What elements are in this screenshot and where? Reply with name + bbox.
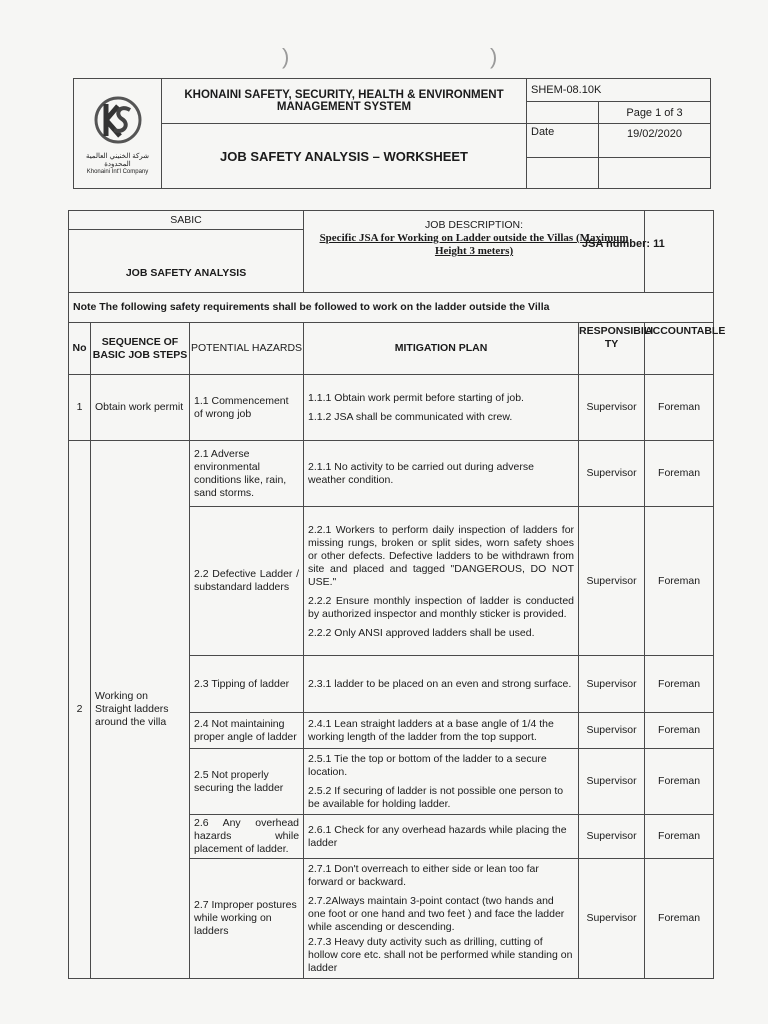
responsibility: Supervisor [579,859,645,979]
responsibility: Supervisor [579,441,645,507]
hazard: 2.3 Tipping of ladder [190,656,304,713]
mitigation-item: 2.3.1 ladder to be placed on an even and strong surface. [308,678,572,690]
col-header-responsibility: RESPONSIBILI TY [579,323,645,375]
date-value: 19/02/2020 [599,124,711,158]
mitigation-item: 1.1.2 JSA shall be communicated with crew. [308,411,513,423]
mitigation-item: 2.2.2 Only ANSI approved ladders shall be used. [308,626,535,639]
logo-english-text: Khonaini Int'l Company [86,168,149,175]
org-name [162,79,527,124]
responsibility: Supervisor [579,656,645,713]
accountable: Foreman [645,441,714,507]
khonaini-logo-icon [90,92,146,148]
responsibility: Supervisor [579,375,645,441]
col-header-hazards: POTENTIAL HAZARDS [190,323,304,375]
mitigation-item: 2.6.1 Check for any overhead hazards while placing the ladder [308,824,567,849]
document-header [73,78,711,189]
responsibility: Supervisor [579,815,645,859]
mitigation [304,375,579,441]
mitigation [304,815,579,859]
jsa-heading: JOB SAFETY ANALYSIS [69,230,304,293]
table-row [69,441,714,507]
mitigation [304,713,579,749]
mitigation [304,441,579,507]
mitigation [304,749,579,815]
doc-code: SHEM-08.10K [527,79,711,102]
mitigation [304,656,579,713]
doc-title: JOB SAFETY ANALYSIS – WORKSHEET [162,124,527,189]
logo-arabic-text: شركة الخنيني العالمية المحدودة [85,152,150,168]
client-name: SABIC [69,211,304,230]
jsa-number [645,211,714,293]
mitigation [304,507,579,656]
accountable: Foreman [645,859,714,979]
mitigation-item: 2.7.2Always maintain 3-point contact (two hands and one foot or one hand and two feet ) and face the ladder while ascending or descending. [308,895,565,933]
col-header-accountable: ACCOUNTABLE [645,323,714,375]
hazard: 2.2 Defective Ladder / substandard ladders [190,507,304,656]
jsa-number-text: JSA number: 11 [582,238,665,250]
hazard: 1.1 Commencement of wrong job [190,375,304,441]
accountable: Foreman [645,815,714,859]
hazard: 2.4 Not maintaining proper angle of ladder [190,713,304,749]
mitigation [304,859,579,979]
scan-mark: ) [490,44,498,69]
hazard: 2.1 Adverse environmental conditions like, rain, sand storms. [190,441,304,507]
safety-note: Note The following safety requirements shall be followed to work on the ladder outside the Villa [69,293,714,323]
date-label: Date [527,124,599,158]
responsibility: Supervisor [579,749,645,815]
job-description-text: Specific JSA for Working on Ladder outside the Villas (Maximum Height 3 meters) [319,232,629,257]
hazard: 2.6 Any overhead hazards while placement of ladder. [190,815,304,859]
mitigation-item: 2.5.1 Tie the top or bottom of the ladder to a secure location. [308,753,547,778]
org-name-line2: MANAGEMENT SYSTEM [276,101,412,113]
mitigation-item: 1.1.1 Obtain work permit before starting of job. [308,392,524,404]
col-header-no: No [69,323,91,375]
mitigation-item: 2.7.3 Heavy duty activity such as drilling, cutting of hollow core etc. shall not be performed while standing on ladder [308,936,573,974]
job-step: Obtain work permit [91,375,190,441]
responsibility: Supervisor [579,507,645,656]
org-name-line1: KHONAINI SAFETY, SECURITY, HEALTH & ENVIRONMENT [184,89,504,101]
mitigation-item: 2.7.1 Don't overreach to either side or lean too far forward or backward. [308,863,539,888]
hazard: 2.5 Not properly securing the ladder [190,749,304,815]
company-logo [74,79,162,189]
col-header-mitigation: MITIGATION PLAN [304,323,579,375]
accountable: Foreman [645,713,714,749]
row-number: 2 [69,441,91,979]
accountable: Foreman [645,375,714,441]
job-step: Working on Straight ladders around the villa [91,441,190,979]
table-row [69,375,714,441]
scan-mark: ) [282,44,290,69]
row-number: 1 [69,375,91,441]
mitigation-item: 2.1.1 No activity to be carried out during adverse weather condition. [308,461,534,486]
mitigation-item: 2.4.1 Lean straight ladders at a base angle of 1/4 the working length of the ladder from the top support. [308,718,554,743]
accountable: Foreman [645,656,714,713]
mitigation-item: 2.5.2 If securing of ladder is not possible one person to be available for holding ladder. [308,785,564,810]
jsa-table [68,210,726,979]
col-header-steps: SEQUENCE OF BASIC JOB STEPS [91,323,190,375]
hazard: 2.7 Improper postures while working on ladders [190,859,304,979]
job-description [304,211,645,293]
accountable: Foreman [645,507,714,656]
job-description-label: JOB DESCRIPTION: [425,219,524,231]
accountable: Foreman [645,749,714,815]
mitigation-item: 2.2.2 Ensure monthly inspection of ladder is conducted by authorized inspector and monthly sticker is provided. [308,594,575,620]
responsibility: Supervisor [579,713,645,749]
page-number: Page 1 of 3 [599,102,711,124]
mitigation-item: 2.2.1 Workers to perform daily inspection of ladders for missing rungs, broken or split sides, worn safety shoes or other defects. Defective ladders to be withdrawn from site and placed and tagged "DANGEROUS, DO NOT USE." [308,523,575,588]
